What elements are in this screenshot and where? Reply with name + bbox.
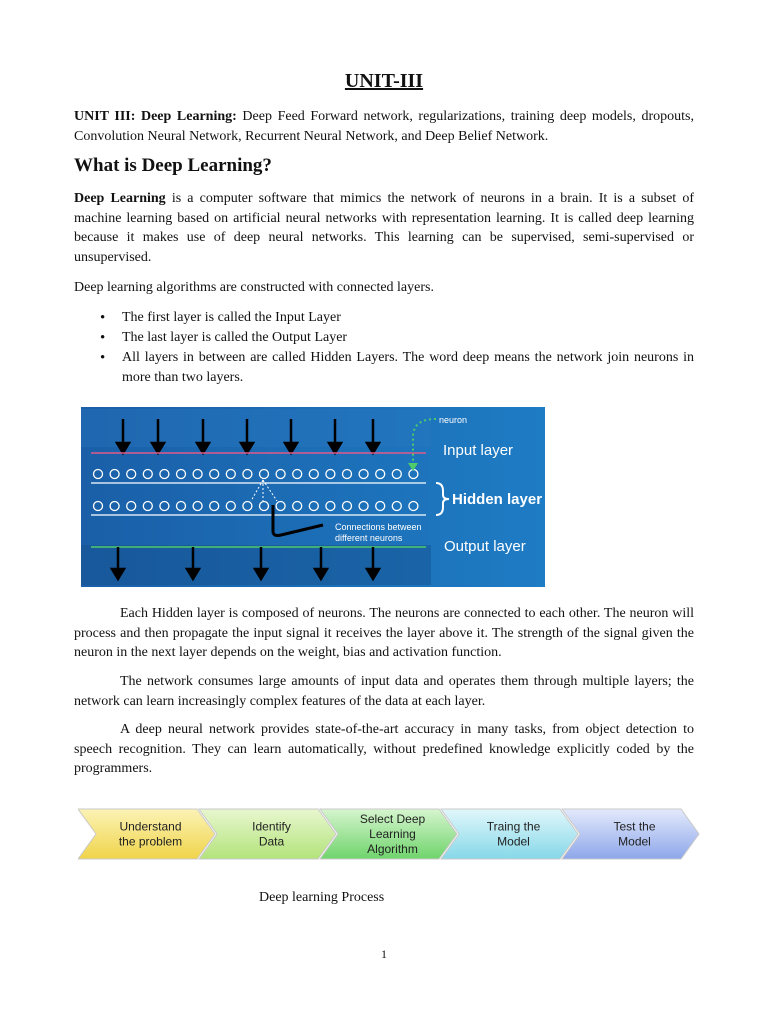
page-title: UNIT-III xyxy=(344,70,424,92)
process-step-label: the problem xyxy=(118,834,183,849)
intro-bold: UNIT III: Deep Learning: xyxy=(74,109,237,124)
output-layer-label: Output layer xyxy=(444,538,526,555)
hidden-layer-label: Hidden layer xyxy=(452,491,543,508)
process-step xyxy=(199,809,336,859)
definition-text: is a computer software that mimics the network of neurons in a brain. It is a subset of machine learning based on artificial neural networks with representation learning. It is called deep learning because it makes use of deep neural networks. This learning can be supervised, semi-supervised or unsupervised. xyxy=(74,191,694,265)
process-step-label: Model xyxy=(497,834,530,849)
page-number: 1 xyxy=(381,947,387,961)
process-step xyxy=(441,809,578,859)
process-step-label: Traing the xyxy=(486,819,541,834)
connections-label-line1: Connections between xyxy=(335,522,422,532)
process-step-label: Test the xyxy=(613,819,656,834)
list-item: • The last layer is called the Output Layer xyxy=(74,328,694,348)
layers-paragraph: Deep learning algorithms are constructed with connected layers. xyxy=(74,280,434,295)
list-item: • The first layer is called the Input Layer xyxy=(74,308,694,328)
process-step-label: Learning xyxy=(369,827,416,841)
process-step xyxy=(320,809,457,859)
definition-paragraph xyxy=(74,189,694,267)
intro-text: Deep Feed Forward network, regularizations, training deep models, dropouts, Convolution Neural Network, Recurrent Neural Network, and Deep Belief Network. xyxy=(74,109,694,144)
process-step-label: Model xyxy=(618,834,651,849)
process-step xyxy=(78,809,215,859)
process-step-label: Identify xyxy=(252,819,291,834)
deep-learning-process-diagram xyxy=(78,805,718,867)
process-step-label: Select Deep xyxy=(359,812,426,826)
input-layer-label: Input layer xyxy=(443,442,514,459)
process-step xyxy=(562,809,699,859)
accuracy-paragraph: A deep neural network provides state-of-the-art accuracy in many tasks, from object detection to speech recognition. They can learn automatically, without predefined knowledge explicitly coded by the programmers. xyxy=(74,722,694,776)
process-caption: Deep learning Process xyxy=(259,890,385,905)
process-step-label: Data xyxy=(258,834,285,849)
list-item: • All layers in between are called Hidden Layers. The word deep means the network join neurons in more than two layers. xyxy=(74,348,694,388)
hidden-layer-paragraph: Each Hidden layer is composed of neurons. The neurons are connected to each other. The neuron will process and then propagate the input signal it receives the layer above it. The strength of the signal given the neuron in the next layer depends on the weight, bias and activation function. xyxy=(74,606,694,660)
layer-list xyxy=(74,308,694,388)
definition-bold: Deep Learning xyxy=(74,191,166,206)
neuron-label: neuron xyxy=(439,415,468,425)
connections-label-line2: different neurons xyxy=(335,533,403,543)
process-step-label: Understand xyxy=(119,819,182,834)
process-step-label: Algorithm xyxy=(367,842,418,856)
neural-network-diagram xyxy=(81,407,545,587)
intro-paragraph xyxy=(74,107,694,146)
section-heading: What is Deep Learning? xyxy=(74,155,272,176)
network-paragraph: The network consumes large amounts of input data and operates them through multiple layers; the network can learn increasingly complex features of the data at each layer. xyxy=(74,674,694,709)
